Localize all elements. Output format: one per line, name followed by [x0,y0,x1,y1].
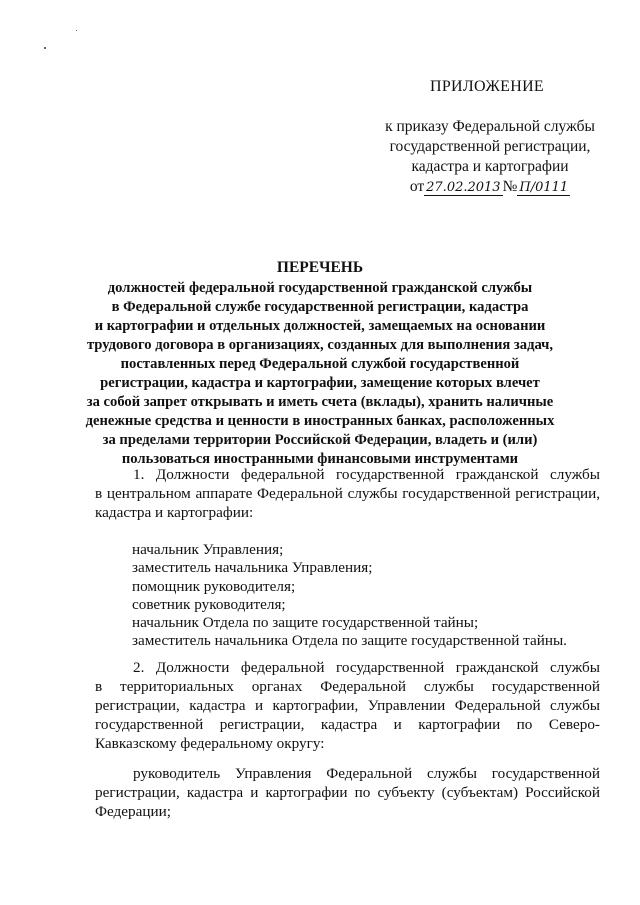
order-date-prefix: от [409,178,425,195]
list-item: советник руководителя; [132,595,286,613]
list-item: начальник Управления; [132,541,284,558]
scan-speck [44,47,46,49]
order-number-prefix: № [502,178,518,195]
order-date-line [370,177,610,198]
document-title: ПЕРЕЧЕНЬ [276,259,364,276]
paragraph-line: регистрации, кадастра и картографии, Управлении Федеральной службы [95,697,600,714]
heading-line: регистрации, кадастра и картографии, замещение которых влечет [100,375,540,391]
heading-line: в Федеральной службе государственной регистрации, кадастра [111,299,529,315]
heading-line: денежные средства и ценности в иностранных банках, расположенных [85,413,555,429]
heading-line: поставленных перед Федеральной службой государственной [120,356,520,372]
heading-line: пользоваться иностранными финансовыми инструментами [121,451,519,467]
list-item: помощник руководителя; [132,577,296,595]
section-2-item [95,764,600,821]
section-1-list [132,541,567,651]
heading-line: должностей федеральной государственной гражданской службы [107,280,533,296]
paragraph-line: Федерации; [95,803,171,820]
list-item: заместитель начальника Отдела по защите государственной тайны. [132,632,567,650]
paragraph-line: в центральном аппарате Федеральной службы государственной регистрации, [95,485,600,502]
section-2-paragraph [95,658,600,753]
list-item: заместитель начальника Управления; [132,559,373,577]
appendix-label: ПРИЛОЖЕНИЕ [430,78,545,95]
paragraph-line: кадастра и картографии: [95,504,254,521]
heading-line: и картографии и отдельных должностей, замещаемых на основании [94,318,546,334]
order-line: государственной регистрации, [389,138,591,155]
order-reference [370,117,610,198]
order-number: П/0111 [519,180,569,195]
paragraph-line: Кавказскому федеральному округу: [95,735,325,752]
paragraph-line: 2. Должности федеральной государственной гражданской службы [133,659,600,676]
paragraph-line: регистрации, кадастра и картографии по субъекту (субъектам) Российской [95,784,600,801]
scan-speck [76,30,77,31]
document-heading [70,258,570,469]
paragraph-line: в территориальных органах Федеральной службы государственной [95,678,600,695]
paragraph-line: руководитель Управления Федеральной службы государственной [133,765,600,782]
list-item: начальник Отдела по защите государственной тайны; [132,614,479,632]
heading-line: за собой запрет открывать и иметь счета (вклады), хранить наличные [86,394,554,410]
paragraph-line: 1. Должности федеральной государственной гражданской службы [133,466,600,483]
paragraph-line: государственной регистрации, кадастра и картографии по Северо- [95,716,600,733]
order-date: 27.02.2013 [426,180,501,195]
heading-line: за пределами территории Российской Федерации, владеть и (или) [102,432,538,448]
section-1-paragraph [95,465,600,522]
order-line: к приказу Федеральной службы [385,118,595,135]
order-line: кадастра и картографии [411,158,569,175]
heading-line: трудового договора в организациях, созданных для выполнения задач, [86,337,554,353]
